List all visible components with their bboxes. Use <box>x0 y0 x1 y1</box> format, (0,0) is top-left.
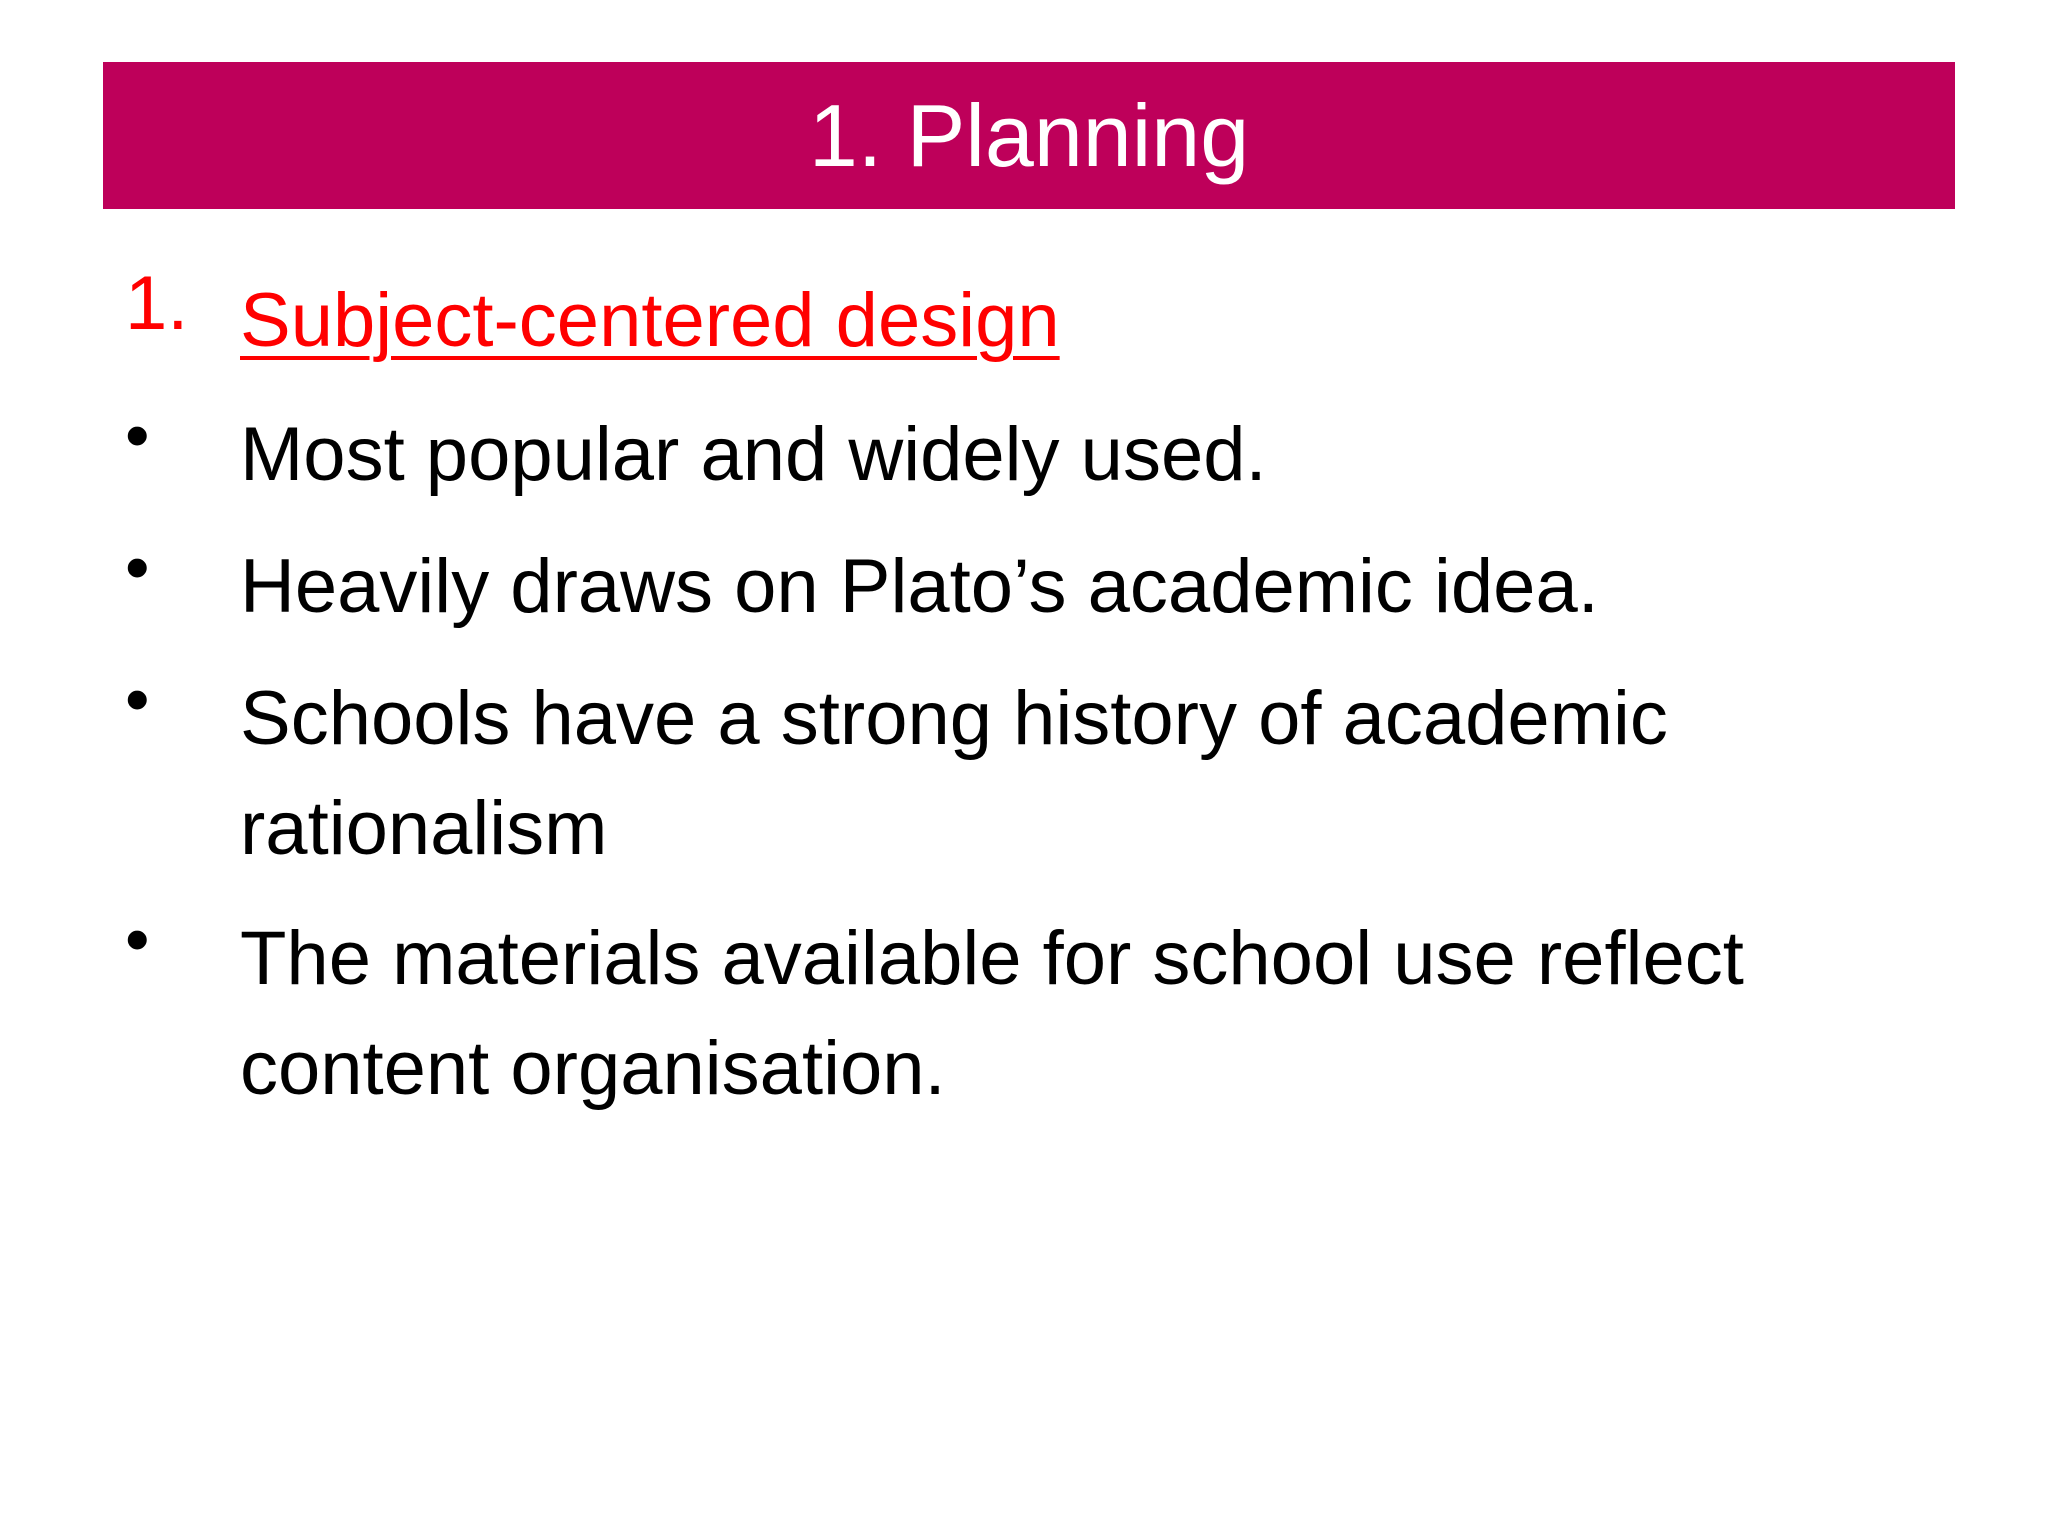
bullet-text: Schools have a strong history of academic rationalism <box>240 676 1668 871</box>
heading-number: 1. <box>125 261 189 346</box>
heading-text: Subject-centered design <box>240 278 1060 363</box>
bullet-marker: • <box>125 528 150 606</box>
bullet-marker: • <box>125 396 150 474</box>
slide-title: 1. Planning <box>808 85 1250 185</box>
bullet-text: Heavily draws on Plato’s academic idea. <box>240 544 1599 629</box>
bullet-marker: • <box>125 900 150 978</box>
bullet-marker: • <box>125 660 150 738</box>
bullet-text: Most popular and widely used. <box>240 412 1267 497</box>
bullet-text: The materials available for school use reflect content organisation. <box>240 916 1744 1111</box>
